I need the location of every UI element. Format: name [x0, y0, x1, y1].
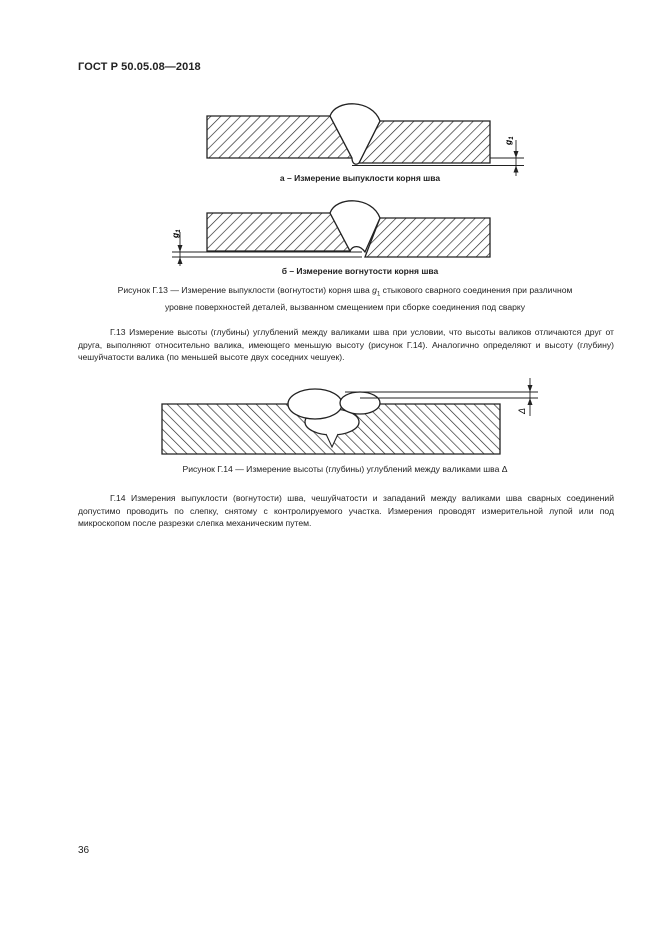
figure-g14-caption: Рисунок Г.14 — Измерение высоты (глубины) углублений между валиками шва Δ — [182, 464, 508, 474]
caption-g13-text-2: стыкового сварного соединения при различном — [380, 285, 573, 295]
figure-g13-a-label: а – Измерение выпуклости корня шва — [279, 173, 441, 183]
caption-g13-symbol: g — [372, 285, 377, 295]
plate-left-a — [207, 116, 352, 158]
weld-pass-left — [288, 389, 342, 419]
figure-g13-caption — [78, 284, 612, 314]
caption-g13-text-3: уровне поверхностей деталей, вызванном смещением при сборке соединения под сварку — [164, 302, 526, 313]
paragraph-g14-text: Г.14 Измерения выпуклости (вогнутости) шва, чешуйчатости и западаний между валиками шва сварных соединений допустимо проводить по слепку, снятому с контролируемого участка. Измерения проводят измерительной лупой или под микроскопом после разрезки слепка механическим путем. — [78, 493, 614, 529]
plate-right-b — [365, 218, 490, 257]
plate-right-a — [359, 121, 490, 163]
dim-label-g1-b-sub: 1 — [176, 229, 182, 233]
paragraph-g14 — [78, 492, 614, 530]
weld-pass-right — [340, 392, 380, 414]
page-number: 36 — [78, 845, 90, 856]
figure-g13-b-label: б – Измерение вогнутости корня шва — [281, 266, 439, 276]
dim-label-g1-a-sub: 1 — [509, 136, 515, 140]
caption-g13-text-1: Рисунок Г.13 — Измерение выпуклости (вогнутости) корня шва — [117, 285, 373, 295]
caption-g13-symbol-sub: 1 — [376, 291, 381, 298]
dim-label-g1-b: $g_1$ — [170, 229, 182, 238]
dim-label-g1-a: $g_1$ — [503, 136, 515, 145]
paragraph-g13 — [78, 326, 614, 364]
document-header: ГОСТ Р 50.05.08—2018 — [78, 61, 201, 73]
plate-left-b — [207, 213, 350, 251]
paragraph-g13-text: Г.13 Измерение высоты (глубины) углублений между валиками шва при условии, что высоты валиков отличаются друг от друга, выполняют относительно валика, имеющего меньшую высоту (рисунок Г.14). Аналогично определяют и высоту (глубину) чешуйчатости валика (по меньшей высоте двух соседних чешуек). — [78, 327, 614, 363]
dim-label-delta: Δ — [517, 407, 527, 414]
